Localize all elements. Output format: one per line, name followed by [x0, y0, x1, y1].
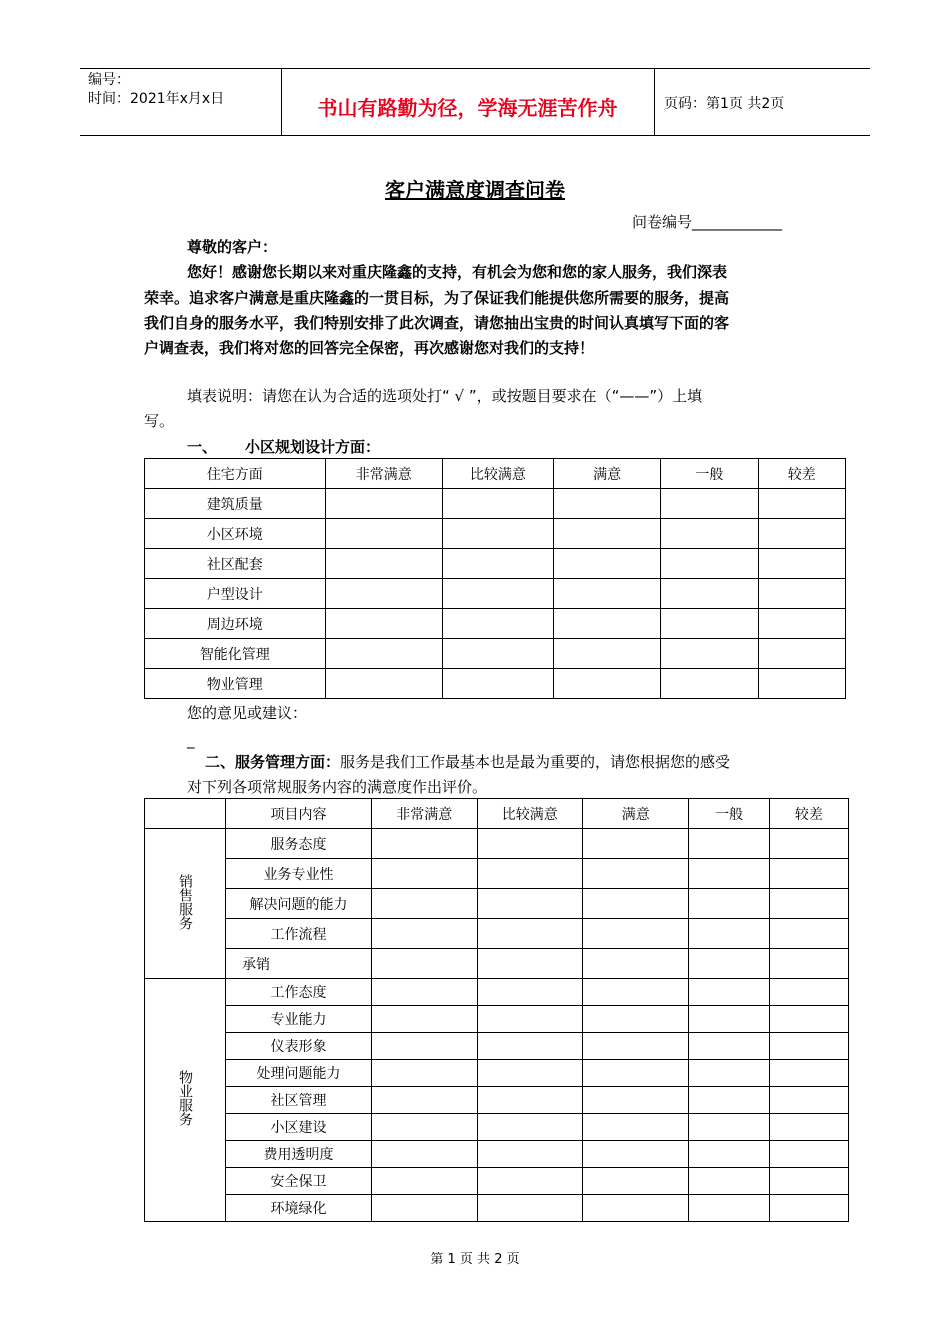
row-label: 业务专业性	[226, 859, 372, 889]
rating-cell[interactable]	[554, 609, 661, 639]
rating-cell[interactable]	[769, 1087, 848, 1114]
rating-cell[interactable]	[477, 919, 583, 949]
table-row	[145, 639, 846, 669]
rating-cell[interactable]	[371, 1168, 477, 1195]
rating-cell[interactable]	[325, 639, 442, 669]
rating-cell[interactable]	[583, 1114, 689, 1141]
intro-line: 荣幸。追求客户满意是重庆隆鑫的一贯目标，为了保证我们能提供您所需要的服务，提高	[144, 289, 730, 307]
column-header: 非常满意	[325, 459, 442, 489]
rating-cell[interactable]	[442, 639, 553, 669]
rating-cell[interactable]	[758, 519, 845, 549]
row-label: 智能化管理	[145, 639, 326, 669]
table-row	[145, 1006, 849, 1033]
section1-number: 一、	[187, 438, 218, 456]
row-label: 建筑质量	[145, 489, 326, 519]
column-header: 较差	[758, 459, 845, 489]
rating-cell[interactable]	[769, 829, 848, 859]
intro-line: 户调查表，我们将对您的回答完全保密，再次感谢您对我们的支持！	[144, 339, 595, 357]
rating-cell[interactable]	[769, 949, 848, 979]
row-label: 小区环境	[145, 519, 326, 549]
rating-cell[interactable]	[583, 889, 689, 919]
rating-cell[interactable]	[689, 1141, 769, 1168]
table-row	[145, 579, 846, 609]
rating-cell[interactable]	[442, 489, 553, 519]
column-header: 非常满意	[371, 799, 477, 829]
rating-cell[interactable]	[689, 859, 769, 889]
rating-cell[interactable]	[371, 1060, 477, 1087]
rating-cell[interactable]	[769, 979, 848, 1006]
rating-cell[interactable]	[769, 1060, 848, 1087]
page-title: 客户满意度调查问卷	[385, 178, 565, 202]
rating-cell[interactable]	[583, 829, 689, 859]
rating-cell[interactable]	[689, 919, 769, 949]
table-row	[145, 489, 846, 519]
rating-cell[interactable]	[554, 669, 661, 699]
rating-cell[interactable]	[689, 889, 769, 919]
intro-line: 您好！感谢您长期以来对重庆隆鑫的支持，有机会为您和您的家人服务，我们深表	[187, 263, 728, 281]
rating-cell[interactable]	[371, 829, 477, 859]
questionnaire-number: 问卷编号____________	[632, 213, 783, 231]
rating-cell[interactable]	[583, 1141, 689, 1168]
rating-cell[interactable]	[371, 1114, 477, 1141]
rating-cell[interactable]	[689, 1195, 769, 1222]
table-row	[145, 1114, 849, 1141]
column-header: 比较满意	[442, 459, 553, 489]
rating-cell[interactable]	[554, 579, 661, 609]
rating-cell[interactable]	[583, 1195, 689, 1222]
table-row	[145, 669, 846, 699]
table-row	[145, 829, 849, 859]
rating-cell[interactable]	[371, 1006, 477, 1033]
rating-cell[interactable]	[371, 859, 477, 889]
rating-cell[interactable]	[661, 639, 758, 669]
rating-cell[interactable]	[554, 549, 661, 579]
rating-cell[interactable]	[477, 1087, 583, 1114]
property-group-label: 物业服务	[145, 979, 226, 1222]
rating-cell[interactable]	[661, 489, 758, 519]
section2-heading	[205, 750, 730, 774]
header-top-rule	[80, 68, 870, 69]
rating-cell[interactable]	[325, 549, 442, 579]
rating-cell[interactable]	[371, 919, 477, 949]
section2-title: 二、服务管理方面：	[205, 753, 341, 771]
rating-cell[interactable]	[442, 609, 553, 639]
rating-cell[interactable]	[325, 489, 442, 519]
section2-desc-line2: 对下列各项常规服务内容的满意度作出评价。	[187, 778, 488, 796]
rating-cell[interactable]	[769, 919, 848, 949]
rating-cell[interactable]	[661, 609, 758, 639]
rating-cell[interactable]	[661, 579, 758, 609]
rating-cell[interactable]	[477, 1168, 583, 1195]
section2-desc: 服务是我们工作最基本也是最为重要的，请您根据您的感受	[340, 753, 731, 771]
row-label: 承销	[226, 949, 372, 979]
rating-cell[interactable]	[477, 1060, 583, 1087]
row-label: 专业能力	[226, 1006, 372, 1033]
rating-cell[interactable]	[758, 669, 845, 699]
rating-cell[interactable]	[325, 609, 442, 639]
rating-cell[interactable]	[477, 889, 583, 919]
rating-cell[interactable]	[583, 1033, 689, 1060]
column-header: 一般	[661, 459, 758, 489]
rating-cell[interactable]	[769, 889, 848, 919]
rating-cell[interactable]	[769, 859, 848, 889]
rating-cell[interactable]	[371, 949, 477, 979]
rating-cell[interactable]	[661, 669, 758, 699]
table-row	[145, 1087, 849, 1114]
table-row	[145, 1033, 849, 1060]
column-header: 住宅方面	[145, 459, 326, 489]
column-header: 较差	[769, 799, 848, 829]
rating-cell[interactable]	[477, 1141, 583, 1168]
rating-cell[interactable]	[583, 949, 689, 979]
planning-satisfaction-table	[144, 458, 846, 699]
date-label: 时间：2021年x月x日	[88, 91, 225, 107]
rating-cell[interactable]	[689, 1006, 769, 1033]
table-header-row	[145, 459, 846, 489]
row-label: 费用透明度	[226, 1141, 372, 1168]
page-indicator: 页码：第1页 共2页	[664, 96, 785, 112]
row-label: 解决问题的能力	[226, 889, 372, 919]
rating-cell[interactable]	[758, 489, 845, 519]
rating-cell[interactable]	[371, 1195, 477, 1222]
rating-cell[interactable]	[325, 519, 442, 549]
rating-cell[interactable]	[442, 519, 553, 549]
rating-cell[interactable]	[325, 579, 442, 609]
rating-cell[interactable]	[583, 859, 689, 889]
rating-cell[interactable]	[371, 889, 477, 919]
sales-group-label: 销售服务	[145, 829, 226, 979]
rating-cell[interactable]	[689, 979, 769, 1006]
row-label: 物业管理	[145, 669, 326, 699]
rating-cell[interactable]	[689, 1168, 769, 1195]
rating-cell[interactable]	[583, 919, 689, 949]
column-header: 项目内容	[226, 799, 372, 829]
row-label: 安全保卫	[226, 1168, 372, 1195]
rating-cell[interactable]	[661, 549, 758, 579]
table-row	[145, 519, 846, 549]
row-label: 处理问题能力	[226, 1060, 372, 1087]
rating-cell[interactable]	[477, 1195, 583, 1222]
rating-cell[interactable]	[583, 1060, 689, 1087]
rating-cell[interactable]	[554, 489, 661, 519]
table-row	[145, 949, 849, 979]
rating-cell[interactable]	[371, 1141, 477, 1168]
rating-cell[interactable]	[583, 1087, 689, 1114]
rating-cell[interactable]	[758, 579, 845, 609]
row-label: 仪表形象	[226, 1033, 372, 1060]
rating-cell[interactable]	[477, 979, 583, 1006]
header-bottom-rule	[80, 135, 870, 136]
code-label: 编号：	[88, 72, 130, 88]
rating-cell[interactable]	[769, 1195, 848, 1222]
table-header-row	[145, 799, 849, 829]
rating-cell[interactable]	[554, 519, 661, 549]
row-label: 工作态度	[226, 979, 372, 1006]
rating-cell[interactable]	[477, 859, 583, 889]
rating-cell[interactable]	[769, 1006, 848, 1033]
table-row	[145, 1141, 849, 1168]
opinion-label: 您的意见或建议：	[187, 704, 308, 722]
rating-cell[interactable]	[769, 1141, 848, 1168]
intro-line: 我们自身的服务水平，我们特别安排了此次调查，请您抽出宝贵的时间认真填写下面的客	[144, 314, 730, 332]
table-row	[145, 859, 849, 889]
row-label: 环境绿化	[226, 1195, 372, 1222]
table-row	[145, 1060, 849, 1087]
rating-cell[interactable]	[689, 1114, 769, 1141]
column-header: 一般	[689, 799, 769, 829]
column-header: 比较满意	[477, 799, 583, 829]
rating-cell[interactable]	[689, 1060, 769, 1087]
rating-cell[interactable]	[442, 669, 553, 699]
column-header: 满意	[554, 459, 661, 489]
rating-cell[interactable]	[442, 579, 553, 609]
rating-cell[interactable]	[769, 1114, 848, 1141]
rating-cell[interactable]	[583, 1168, 689, 1195]
table-row	[145, 609, 846, 639]
row-label: 社区配套	[145, 549, 326, 579]
rating-cell[interactable]	[477, 1033, 583, 1060]
rating-cell[interactable]	[583, 979, 689, 1006]
row-label: 社区管理	[226, 1087, 372, 1114]
column-header: 满意	[583, 799, 689, 829]
rating-cell[interactable]	[769, 1168, 848, 1195]
rating-cell[interactable]	[758, 639, 845, 669]
table-row	[145, 979, 849, 1006]
instructions-line: 填表说明：请您在认为合适的选项处打“ √ ”，或按题目要求在（“——”）上填	[187, 387, 703, 405]
rating-cell[interactable]	[758, 549, 845, 579]
opinion-blank[interactable]: _	[187, 731, 195, 749]
rating-cell[interactable]	[661, 519, 758, 549]
row-label: 服务态度	[226, 829, 372, 859]
rating-cell[interactable]	[689, 1087, 769, 1114]
row-label: 小区建设	[226, 1114, 372, 1141]
table-row	[145, 1168, 849, 1195]
rating-cell[interactable]	[758, 609, 845, 639]
group-header-cell	[145, 799, 226, 829]
rating-cell[interactable]	[583, 1006, 689, 1033]
table-row	[145, 1195, 849, 1222]
rating-cell[interactable]	[477, 829, 583, 859]
motto: 书山有路勤为径，学海无涯苦作舟	[317, 96, 618, 120]
row-label: 周边环境	[145, 609, 326, 639]
rating-cell[interactable]	[442, 549, 553, 579]
rating-cell[interactable]	[325, 669, 442, 699]
rating-cell[interactable]	[477, 1114, 583, 1141]
rating-cell[interactable]	[689, 829, 769, 859]
rating-cell[interactable]	[371, 979, 477, 1006]
row-label: 工作流程	[226, 919, 372, 949]
rating-cell[interactable]	[371, 1033, 477, 1060]
rating-cell[interactable]	[477, 949, 583, 979]
rating-cell[interactable]	[554, 639, 661, 669]
table-row	[145, 889, 849, 919]
row-label: 户型设计	[145, 579, 326, 609]
rating-cell[interactable]	[477, 1006, 583, 1033]
rating-cell[interactable]	[689, 949, 769, 979]
page-footer: 第 1 页 共 2 页	[430, 1252, 520, 1267]
header-divider-right	[654, 68, 655, 135]
instructions-line: 写。	[144, 412, 175, 430]
section1-title: 小区规划设计方面：	[245, 438, 381, 456]
rating-cell[interactable]	[371, 1087, 477, 1114]
service-satisfaction-table	[144, 798, 849, 1222]
rating-cell[interactable]	[769, 1033, 848, 1060]
rating-cell[interactable]	[689, 1033, 769, 1060]
table-row	[145, 919, 849, 949]
greeting: 尊敬的客户：	[187, 238, 278, 256]
table-row	[145, 549, 846, 579]
